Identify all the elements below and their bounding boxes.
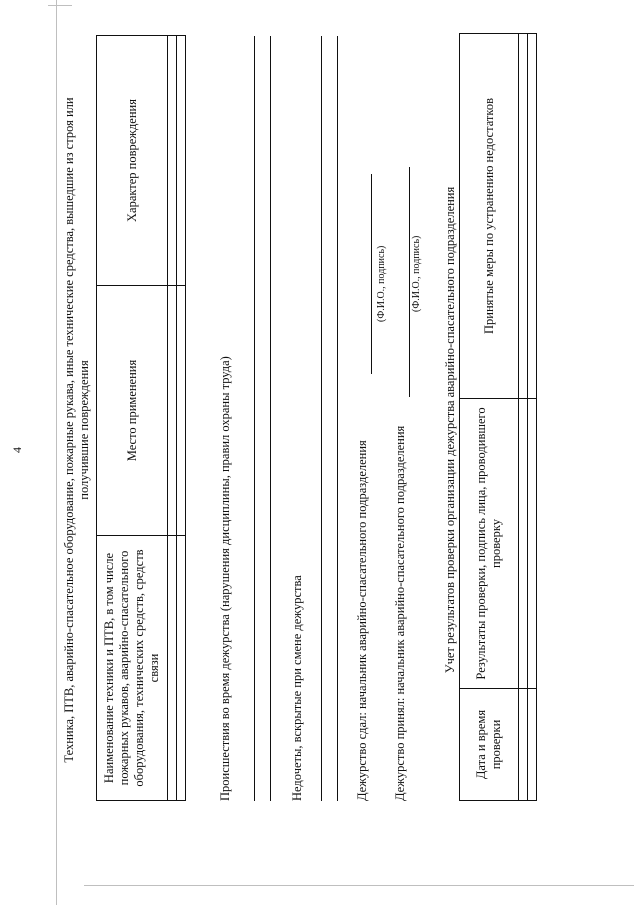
inspection-col-date: Дата и время проверки	[460, 689, 519, 801]
incidents-label: Происшествия во время дежурства (нарушения дисциплины, правил охраны труда)	[218, 356, 232, 801]
inspection-col-measures: Принятые меры по устранению недостатков	[460, 34, 519, 399]
page-number: 4	[10, 447, 24, 453]
equipment-col-damage: Характер повреждения	[97, 36, 168, 286]
equipment-table-header-row	[97, 36, 168, 801]
inspection-title: Учет результатов проверки организации дежурства аварийно-спасательного подразделения	[443, 186, 457, 674]
equipment-table-row	[177, 36, 186, 801]
shortcomings-line	[321, 36, 322, 801]
inspection-table	[459, 33, 537, 801]
shortcomings-label: Недочеты, вскрытые при смене дежурства	[290, 575, 304, 801]
inspection-table-header-row	[460, 34, 519, 801]
accepted-label: Дежурство принял: начальник аварийно-спасательного подразделения	[393, 425, 407, 801]
equipment-heading-line1: Техника, ПТВ, аварийно-спасательное оборудование, пожарные рукава, иные технические средства, вышедшие из строя или	[62, 97, 76, 763]
accepted-signature-line	[409, 167, 410, 397]
inspection-col-results: Результаты проверки, подпись лица, проводившего проверку	[460, 399, 519, 689]
inspection-table-row	[519, 34, 528, 801]
handed-over-label: Дежурство сдал: начальник аварийно-спасательного подразделения	[355, 440, 369, 801]
accepted-caption: (Ф.И.О., подпись)	[411, 235, 422, 312]
shortcomings-line	[337, 36, 338, 801]
equipment-table	[96, 35, 186, 801]
inspection-table-row	[528, 34, 537, 801]
incidents-line	[270, 36, 271, 801]
equipment-heading-line2: получившие повреждения	[77, 360, 91, 500]
handed-over-caption: (Ф.И.О., подпись)	[376, 245, 387, 322]
equipment-col-place: Место применения	[97, 286, 168, 536]
equipment-table-row	[168, 36, 177, 801]
incidents-line	[254, 36, 255, 801]
handed-over-signature-line	[371, 174, 372, 374]
equipment-col-name: Наименование техники и ПТВ, в том числе пожарных рукавов, аварийно-спасательного оборудования, технических средств, средств связи	[97, 536, 168, 801]
